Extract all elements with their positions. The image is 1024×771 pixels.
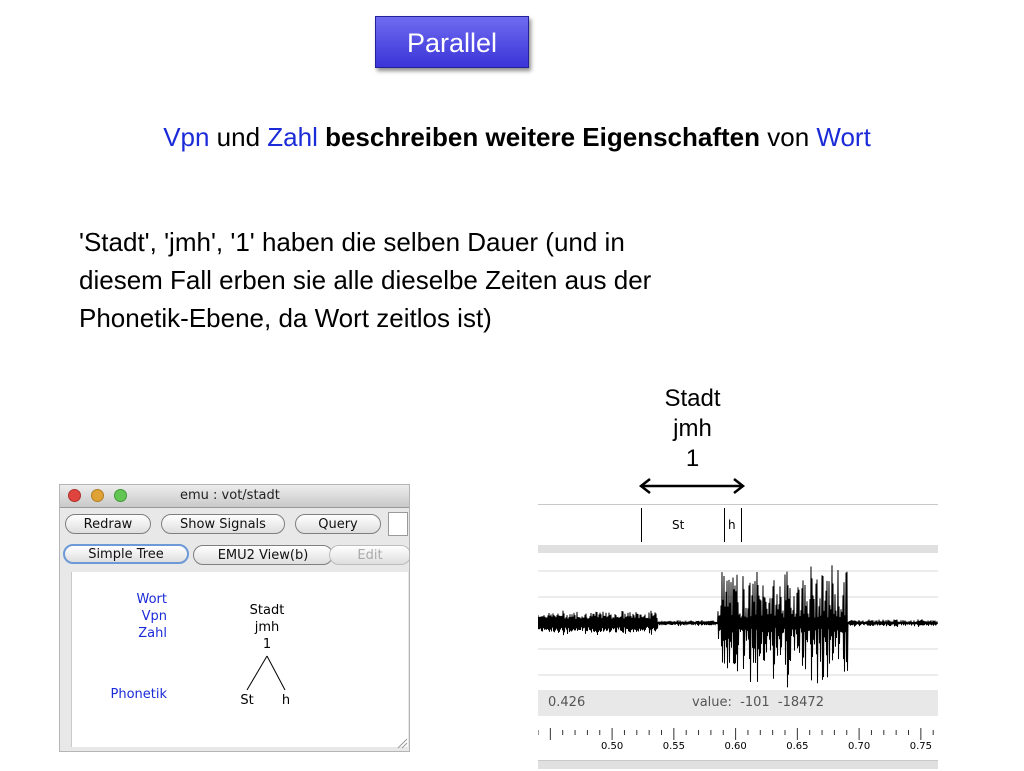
boundary-mid <box>724 508 725 542</box>
window-title: emu : vot/stadt <box>180 488 280 503</box>
double-arrow-icon <box>636 476 748 496</box>
level-vpn: Vpn <box>141 609 167 624</box>
headline-wort: Wort <box>816 122 871 152</box>
headline-bold-text: beschreiben weitere Eigenschaften <box>317 122 761 152</box>
level-zahl: Zahl <box>138 626 167 641</box>
time-readout: 0.426 <box>548 695 586 710</box>
zoom-icon[interactable] <box>114 489 127 502</box>
paragraph-line-2: diesem Fall erben sie alle dieselbe Zeiten aus der <box>79 265 652 295</box>
time-axis <box>538 716 938 766</box>
tree-node-stadt: Stadt <box>249 603 285 618</box>
segment-label-st: St <box>672 518 685 532</box>
headline-und: und <box>209 122 268 152</box>
tree-node-jmh: jmh <box>254 620 280 635</box>
headline <box>0 122 1024 153</box>
query-field[interactable] <box>388 512 408 536</box>
segment-label-h: h <box>728 518 736 532</box>
resize-grip-icon[interactable] <box>396 737 408 749</box>
tree-node-1: 1 <box>262 637 272 652</box>
headline-von: von <box>760 122 817 152</box>
axis-tick-label: 0.75 <box>909 741 932 752</box>
simple-tree-button[interactable]: Simple Tree <box>63 544 189 564</box>
minimize-icon[interactable] <box>91 489 104 502</box>
level-phonetik: Phonetik <box>110 687 167 702</box>
value-readout: value: -101 -18472 <box>692 695 824 710</box>
boundary-left <box>641 508 642 542</box>
waveform <box>538 553 938 690</box>
tier-separator <box>538 545 938 553</box>
axis-ticks <box>538 716 938 766</box>
headline-vpn: Vpn <box>163 122 210 152</box>
axis-tick-label: 0.70 <box>847 741 871 752</box>
waveform-panel <box>538 553 938 690</box>
annotation-jmh: jmh <box>673 415 712 442</box>
title-badge: Parallel <box>375 16 529 68</box>
annotation-stadt: Stadt <box>664 385 721 412</box>
body-paragraph <box>79 223 879 337</box>
tree-leaf-h: h <box>281 693 291 708</box>
emu-window <box>59 484 410 752</box>
show-signals-button[interactable]: Show Signals <box>161 514 285 534</box>
emu2-view-button[interactable]: EMU2 View(b) <box>193 545 333 565</box>
annotation-1: 1 <box>685 445 700 472</box>
redraw-button[interactable]: Redraw <box>65 514 151 534</box>
boundary-right <box>741 508 742 542</box>
tree-canvas <box>71 572 408 747</box>
tree-branches <box>232 654 302 694</box>
paragraph-line-3: Phonetik-Ebene, da Wort zeitlos ist) <box>79 303 492 333</box>
axis-tick-label: 0.65 <box>786 741 809 752</box>
headline-zahl: Zahl <box>267 122 318 152</box>
query-button[interactable]: Query <box>295 514 381 534</box>
duration-annotation <box>640 384 745 474</box>
axis-tick-label: 0.55 <box>662 741 685 752</box>
tree-leaf-st: St <box>240 693 254 708</box>
window-titlebar[interactable] <box>60 485 410 508</box>
segment-tier <box>538 504 938 546</box>
info-bar <box>538 690 938 716</box>
level-wort: Wort <box>136 592 167 607</box>
axis-tick-label: 0.50 <box>600 741 624 752</box>
edit-button[interactable]: Edit <box>329 545 410 565</box>
axis-tick-label: 0.60 <box>724 741 747 752</box>
close-icon[interactable] <box>68 489 81 502</box>
paragraph-line-1: 'Stadt', 'jmh', '1' haben die selben Dauer (und in <box>79 227 625 257</box>
